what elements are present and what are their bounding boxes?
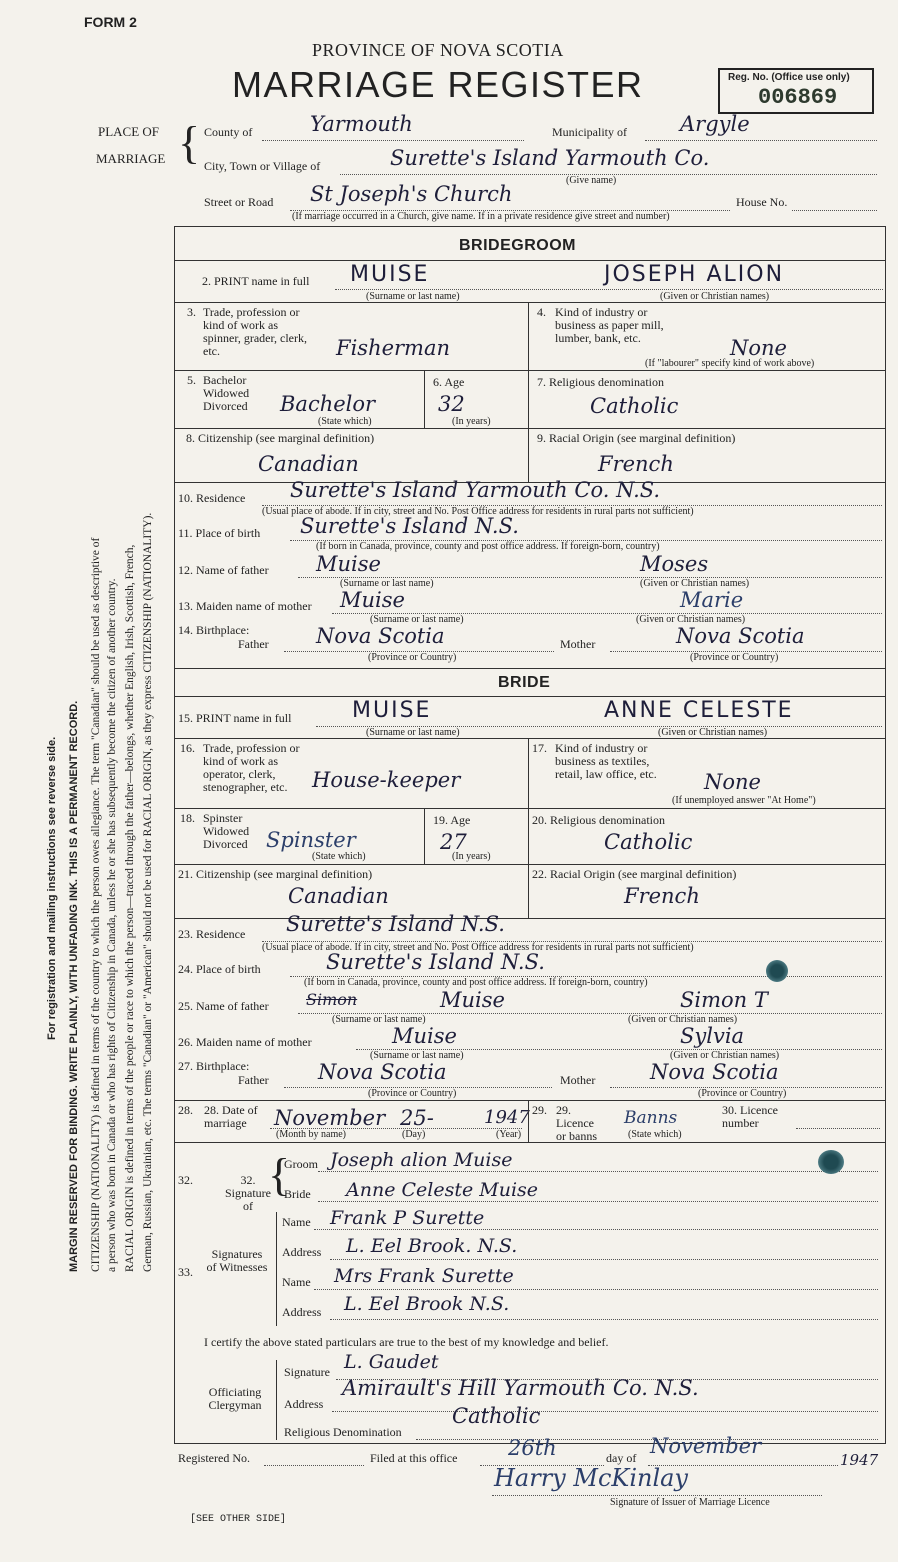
sidebar-line-4: a person who was born in Canada or who has rights of Citizenship in Canada, unless he or she has subsequently become the citizen of another country.	[106, 578, 118, 1272]
signature-brace: {	[268, 1149, 291, 1200]
month-caption: (Month by name)	[276, 1129, 346, 1140]
bridegroom-heading: BRIDEGROOM	[459, 237, 576, 254]
groom-birthplace: Surette's Island N.S.	[300, 514, 519, 538]
bride-father-surname: Muise	[440, 988, 505, 1012]
registered-label: Registered No.	[178, 1451, 250, 1465]
groom-surname: MUISE	[350, 262, 430, 287]
bride-given: ANNE CELESTE	[604, 698, 794, 723]
groom-citizenship-label: 8. Citizenship (see marginal definition)	[186, 431, 375, 445]
groom-age-caption: (In years)	[452, 416, 491, 427]
groom-status-caption: (State which)	[318, 416, 372, 427]
county-value: Yarmouth	[310, 112, 413, 136]
bride-religion-label: 20. Religious denomination	[532, 813, 665, 827]
groom-father-label: 12. Name of father	[178, 563, 269, 577]
groom-status-num: 5.	[187, 373, 196, 387]
groom-birthplace-label: 11. Place of birth	[178, 526, 261, 540]
bride-father-province-caption: (Province or Country)	[368, 1088, 457, 1099]
bride-mother-given-caption: (Given or Christian names)	[670, 1050, 780, 1061]
groom-birthplace-caption: (If born in Canada, province, county and post office address. If foreign-born, country)	[316, 541, 660, 552]
page-title: MARRIAGE REGISTER	[232, 64, 644, 105]
groom-given-caption: (Given or Christian names)	[660, 291, 770, 302]
marriage-day: 25-	[400, 1106, 434, 1130]
licence-number-label: 30. Licence number	[722, 1103, 778, 1130]
municipality-value: Argyle	[680, 112, 750, 136]
groom-mother-given-caption: (Given or Christian names)	[636, 614, 746, 625]
filed-month: November	[650, 1434, 762, 1458]
bride-status: Spinster	[266, 828, 356, 852]
bride-mother-province-caption: (Province or Country)	[698, 1088, 787, 1099]
groom-religion-label: 7. Religious denomination	[537, 375, 664, 389]
reg-number-box	[718, 68, 874, 114]
sidebar-line-5: RACIAL ORIGIN is defined in terms of the people or race to which the person—traced through the father—belongs, whether English, Irish, Scottish, French,	[124, 544, 136, 1272]
clergy-signature-label: Signature	[284, 1365, 330, 1379]
county-label: County of	[204, 125, 253, 139]
sidebar-line-3: CITIZENSHIP (NATIONALITY) is defined in terms of the country to which the person owes allegiance. The term "Canadian" should be used as descriptive of	[90, 537, 102, 1272]
groom-racial-label: 9. Racial Origin (see marginal definition)	[537, 431, 736, 445]
filed-label: Filed at this office	[370, 1451, 458, 1465]
place-heading-2: MARRIAGE	[96, 151, 166, 166]
groom-mother-label: 13. Maiden name of mother	[178, 599, 312, 613]
street-value: St Joseph's Church	[310, 182, 513, 206]
street-label: Street or Road	[204, 195, 274, 209]
groom-industry-caption: (If "labourer" specify kind of work above)	[645, 358, 815, 369]
groom-trade: Fisherman	[336, 336, 451, 360]
groom-father-province-caption: (Province or Country)	[368, 652, 457, 663]
groom-birthplaces-label: 14. Birthplace:	[178, 623, 250, 637]
marriage-year: 1947	[484, 1107, 530, 1128]
groom-industry-label: Kind of industry or business as paper mill, lumber, bank, etc.	[555, 305, 664, 345]
officiating-label: Officiating Clergyman	[208, 1385, 262, 1412]
bride-racial-label: 22. Racial Origin (see marginal definition)	[532, 867, 737, 881]
signature-num: 32.	[178, 1173, 193, 1187]
bride-father-given-caption: (Given or Christian names)	[628, 1014, 738, 1025]
groom-sign-label: Groom	[284, 1157, 318, 1171]
reg-number-label: Reg. No. (Office use only)	[728, 72, 850, 83]
signature-of-label: 32. Signature of	[225, 1173, 271, 1213]
groom-residence: Surette's Island Yarmouth Co. N.S.	[290, 478, 661, 502]
witness2-address: L. Eel Brook N.S.	[344, 1293, 510, 1315]
bride-given-caption: (Given or Christian names)	[658, 727, 768, 738]
bride-status-num: 18.	[180, 811, 195, 825]
clergy-denomination-label: Religious Denomination	[284, 1425, 402, 1439]
groom-mother-birthplace: Nova Scotia	[676, 624, 805, 648]
certify-statement: I certify the above stated particulars are true to the best of my knowledge and belief.	[204, 1335, 609, 1349]
clergy-denomination: Catholic	[452, 1404, 541, 1428]
groom-citizenship: Canadian	[258, 452, 359, 476]
sidebar-line-1: For registration and mailing instructions see reverse side.	[46, 736, 58, 1040]
place-brace: {	[178, 117, 201, 168]
licence-label: 29. Licence or banns	[556, 1103, 597, 1143]
groom-signature: Joseph alion Muise	[330, 1149, 513, 1171]
groom-industry-num: 4.	[537, 305, 546, 319]
groom-mother-province-caption: (Province or Country)	[690, 652, 779, 663]
ink-blot-2	[818, 1150, 844, 1174]
groom-status: Bachelor	[280, 392, 376, 416]
groom-father-given-caption: (Given or Christian names)	[640, 578, 750, 589]
filed-day: 26th	[508, 1436, 557, 1460]
clergy-signature: L. Gaudet	[344, 1351, 439, 1373]
witness1-name: Frank P Surette	[330, 1207, 485, 1229]
groom-given: JOSEPH ALION	[604, 262, 785, 287]
licence-value: Banns	[624, 1108, 678, 1128]
licence-caption: (State which)	[628, 1129, 682, 1140]
groom-status-label: Bachelor Widowed Divorced	[203, 373, 250, 413]
bride-father-label: 25. Name of father	[178, 999, 269, 1013]
municipality-label: Municipality of	[552, 125, 627, 139]
issuer-signature: Harry McKinlay	[494, 1464, 688, 1492]
bride-citizenship: Canadian	[288, 884, 389, 908]
city-value: Surette's Island Yarmouth Co.	[390, 146, 710, 170]
ink-blot	[766, 960, 788, 982]
bride-surname-caption: (Surname or last name)	[366, 727, 460, 738]
witness1-name-label: Name	[282, 1215, 311, 1229]
groom-name-label: 2. PRINT name in full	[202, 274, 310, 288]
bride-residence-caption: (Usual place of abode. If in city, street and No. Post Office address for residents in rural parts not sufficient)	[262, 942, 694, 953]
bride-father-surname-caption: (Surname or last name)	[332, 1014, 426, 1025]
bride-birthplaces-label: 27. Birthplace:	[178, 1059, 250, 1073]
groom-age-label: 6. Age	[433, 375, 465, 389]
year-caption: (Year)	[496, 1129, 522, 1140]
licence-num: 29.	[532, 1103, 547, 1117]
bride-signature: Anne Celeste Muise	[346, 1179, 539, 1201]
street-caption: (If marriage occurred in a Church, give name. If in a private residence give street and number)	[292, 211, 670, 222]
bride-trade-num: 16.	[180, 741, 195, 755]
bride-status-caption: (State which)	[312, 851, 366, 862]
marriage-month: November	[274, 1106, 386, 1130]
groom-birthplaces-mother-label: Mother	[560, 637, 596, 651]
bride-father-surname-struck: Simon	[306, 990, 358, 1009]
bride-father-birthplace: Nova Scotia	[318, 1060, 447, 1084]
bride-age: 27	[440, 830, 467, 854]
bride-name-label: 15. PRINT name in full	[178, 711, 292, 725]
bride-citizenship-label: 21. Citizenship (see marginal definition)	[178, 867, 373, 881]
reg-number: 006869	[758, 85, 838, 110]
bride-mother-label: 26. Maiden name of mother	[178, 1035, 312, 1049]
groom-trade-num: 3.	[187, 305, 196, 319]
issuer-caption: Signature of Issuer of Marriage Licence	[610, 1497, 770, 1508]
bride-birthplace-label: 24. Place of birth	[178, 962, 261, 976]
witness2-name: Mrs Frank Surette	[334, 1265, 514, 1287]
groom-racial: French	[598, 452, 674, 476]
bride-birthplaces-father-label: Father	[238, 1073, 269, 1087]
bride-father-given: Simon T	[680, 988, 768, 1012]
groom-father-birthplace: Nova Scotia	[316, 624, 445, 648]
date-label-num: 28.	[178, 1103, 193, 1117]
groom-age: 32	[438, 392, 465, 416]
bride-industry-num: 17.	[532, 741, 547, 755]
date-label: 28. Date of marriage	[204, 1103, 258, 1130]
place-heading-1: PLACE OF	[98, 124, 160, 139]
bride-age-label: 19. Age	[433, 813, 471, 827]
clergy-address: Amirault's Hill Yarmouth Co. N.S.	[342, 1376, 699, 1400]
day-caption: (Day)	[402, 1129, 426, 1140]
groom-birthplaces-father-label: Father	[238, 637, 269, 651]
groom-mother-given: Marie	[680, 588, 744, 612]
province-heading: PROVINCE OF NOVA SCOTIA	[312, 40, 564, 60]
filed-year: 1947	[840, 1451, 879, 1469]
groom-industry: None	[730, 336, 787, 360]
bride-residence-label: 23. Residence	[178, 927, 246, 941]
bride-industry-caption: (If unemployed answer "At Home")	[672, 795, 816, 806]
bride-birthplaces-mother-label: Mother	[560, 1073, 596, 1087]
groom-mother-surname: Muise	[340, 588, 405, 612]
bride-industry: None	[704, 770, 761, 794]
bride-residence: Surette's Island N.S.	[286, 912, 505, 936]
bride-trade-label: Trade, profession or kind of work as operator, clerk, stenographer, etc.	[203, 741, 300, 794]
see-other-side: [SEE OTHER SIDE]	[190, 1514, 287, 1525]
sidebar-line-2: MARGIN RESERVED FOR BINDING. WRITE PLAINLY, WITH UNFADING INK. THIS IS A PERMANENT RECORD.	[68, 700, 80, 1272]
bride-mother-surname-caption: (Surname or last name)	[370, 1050, 464, 1061]
bride-religion: Catholic	[604, 830, 693, 854]
groom-father-surname-caption: (Surname or last name)	[340, 578, 434, 589]
bride-racial: French	[624, 884, 700, 908]
bride-status-label: Spinster Widowed Divorced	[203, 811, 250, 851]
groom-surname-caption: (Surname or last name)	[366, 291, 460, 302]
give-name-caption: (Give name)	[566, 175, 617, 186]
city-label: City, Town or Village of	[204, 159, 321, 173]
groom-mother-surname-caption: (Surname or last name)	[370, 614, 464, 625]
bride-sign-label: Bride	[284, 1187, 311, 1201]
groom-father-given: Moses	[640, 552, 709, 576]
witness-num: 33.	[178, 1265, 193, 1279]
groom-father-surname: Muise	[316, 552, 381, 576]
groom-trade-label: Trade, profession or kind of work as spinner, grader, clerk, etc.	[203, 305, 307, 358]
witness1-address-label: Address	[282, 1245, 322, 1259]
form-number: FORM 2	[84, 14, 137, 30]
witness2-address-label: Address	[282, 1305, 322, 1319]
bride-heading: BRIDE	[498, 674, 551, 691]
bride-trade: House-keeper	[312, 768, 461, 792]
witness-label: Signatures of Witnesses	[206, 1247, 268, 1274]
witness1-address: L. Eel Brook. N.S.	[346, 1235, 518, 1257]
bride-mother-birthplace: Nova Scotia	[650, 1060, 779, 1084]
bride-birthplace: Surette's Island N.S.	[326, 950, 545, 974]
bride-birthplace-caption: (If born in Canada, province, county and post office address. If foreign-born, country)	[304, 977, 648, 988]
clergy-address-label: Address	[284, 1397, 324, 1411]
bride-age-caption: (In years)	[452, 851, 491, 862]
bride-mother-given: Sylvia	[680, 1024, 745, 1048]
bride-surname: MUISE	[352, 698, 432, 723]
bride-industry-label: Kind of industry or business as textiles, retail, law office, etc.	[555, 741, 657, 781]
groom-religion: Catholic	[590, 394, 679, 418]
sidebar-line-6: German, Russian, Ukrainian, etc. The terms "Canadian" or "American" should not be used for RACIAL ORIGIN, as they express CITIZENSHIP (NATIONALITY).	[142, 512, 154, 1272]
groom-residence-caption: (Usual place of abode. If in city, street and No. Post Office address for residents in rural parts not sufficient)	[262, 506, 694, 517]
house-label: House No.	[736, 195, 788, 209]
witness2-name-label: Name	[282, 1275, 311, 1289]
bride-mother-surname: Muise	[392, 1024, 457, 1048]
groom-residence-label: 10. Residence	[178, 491, 246, 505]
day-of-label: day of	[606, 1451, 637, 1465]
